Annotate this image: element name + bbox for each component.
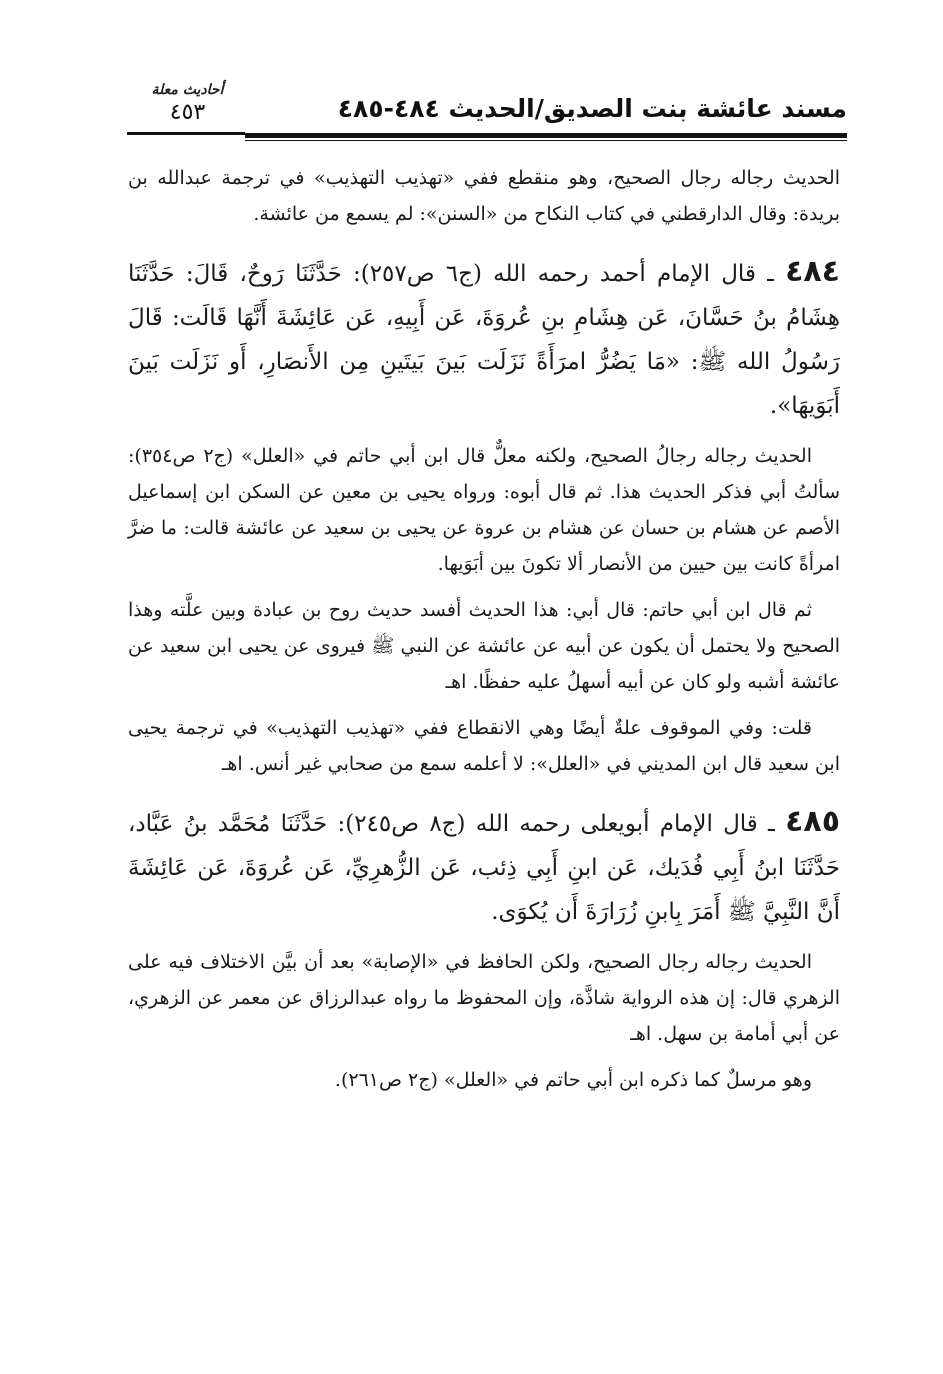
page-number: ٤٥٣ bbox=[169, 100, 206, 125]
text-line: عبدالله بن بريدة: وقال الدارقطني في كتاب النكاح من «السنن»: لم يسمع من عائشة. bbox=[128, 167, 840, 225]
text-line: عَائِشَةَ أَنَّ النَّبِيَّ ﷺ أَمَرَ بِابنِ زُرَارَةَ أَن يُكوَى. bbox=[128, 855, 840, 925]
handwritten-note: أحاديث معلة bbox=[151, 82, 224, 98]
hadith-paragraph bbox=[128, 250, 840, 428]
text-line: عَبَّاد، حَدَّثَنَا ابنُ أَبِي فُدَيك، عَن ابنِ أَبِي ذِئب، عَن الزُّهرِيِّ، عَن عُروَةَ، عَن bbox=[128, 811, 840, 881]
text-line: عن الزهري، عن أبي أمامة بن سهل. اهـ bbox=[128, 987, 840, 1045]
text-line: ابن سعيد قال ابن المديني في «العلل»: لا أعلمه سمع من صحابي غير أنس. اهـ bbox=[221, 753, 840, 775]
text-line: ـ قال الإمام أحمد رحمه الله (ج٦ ص٢٥٧): حَدَّثَنَا رَوحٌ، قَالَ: bbox=[185, 261, 774, 287]
text-line: ابن سعيد عن عائشة أشبه ولو كان عن أبيه أسهلُ عليه حفظًا. اهـ bbox=[128, 635, 840, 693]
text-line: الحديث رجاله رجال الصحيح، وهو منقطع ففي «تهذيب التهذيب» في ترجمة bbox=[221, 167, 840, 189]
text-line: حَدَّثَنَا هِشَامُ بنُ حَسَّانَ، عَن هِشَامِ بنِ عُروَةَ، عَن أَبِيهِ، عَن عَائِشَةَ أَنَّهَا قَالَت: bbox=[128, 261, 840, 331]
commentary-paragraph bbox=[128, 944, 840, 1052]
commentary-paragraph bbox=[128, 710, 840, 782]
header-rule bbox=[245, 133, 847, 141]
text-line: ص٣٥٤): سألتُ أبي فذكر الحديث هذا. ثم قال أبوه: ورواه يحيى بن معين عن السكن bbox=[128, 445, 840, 503]
commentary-paragraph bbox=[128, 160, 840, 232]
text-line: ثم قال ابن أبي حاتم: قال أبي: هذا الحديث أفسد حديث روح بن عبادة وبين علَّته bbox=[169, 599, 812, 621]
page-header bbox=[125, 82, 847, 148]
text-line: قلت: وفي الموقوف علةٌ أيضًا وهي الانقطاع ففي «تهذيب التهذيب» في ترجمة يحيى bbox=[128, 717, 812, 739]
page-body bbox=[128, 160, 840, 1098]
text-line: ـ قال الإمام أبويعلى رحمه الله (ج٨ ص٢٤٥): حَدَّثَنَا مُحَمَّد بنُ bbox=[183, 811, 775, 837]
hadith-number: ٤٨٥ bbox=[785, 804, 841, 839]
commentary-paragraph bbox=[128, 438, 840, 582]
text-line: بَينَ أَبَوَيهَا». bbox=[128, 349, 840, 419]
running-title: مسند عائشة بنت الصديق/الحديث ٤٨٤-٤٨٥ bbox=[337, 94, 847, 123]
hadith-number: ٤٨٤ bbox=[785, 254, 840, 289]
commentary-paragraph bbox=[128, 1062, 840, 1098]
text-line: الحديث رجاله رجالُ الصحيح، ولكنه معلٌّ قال ابن أبي حاتم في «العلل» (ج٢ bbox=[203, 445, 812, 467]
text-line: وهذا الصحيح ولا يحتمل أن يكون عن أبيه عن عائشة عن النبي ﷺ فيروى عن يحيى bbox=[128, 599, 841, 657]
text-line: عائشة قالت: ما ضرَّ امرأةً كانت بين حيين من الأنصار ألا تكونَ بين أبَوَيها. bbox=[128, 517, 840, 575]
hadith-paragraph bbox=[128, 800, 840, 934]
text-line: ابن إسماعيل الأصم عن هشام بن حسان عن هشام بن عروة عن يحيى بن سعيد عن bbox=[128, 481, 840, 539]
text-line: قَالَ رَسُولُ الله ﷺ: «مَا يَضُرُّ امرَأَةً نَزَلَت بَينَ بَيتَينِ مِن الأَنصَارِ، أَو نَزَلَت bbox=[128, 305, 840, 375]
commentary-paragraph bbox=[128, 592, 840, 700]
text-line: الحديث رجاله رجال الصحيح، ولكن الحافظ في «الإصابة» بعد أن بيَّن الاختلاف bbox=[200, 951, 812, 973]
page-number-rule bbox=[127, 132, 245, 135]
text-line: فيه على الزهري قال: إن هذه الرواية شاذَّة، وإن المحفوظ ما رواه عبدالرزاق عن معمر bbox=[128, 951, 840, 1009]
text-line: وهو مرسلٌ كما ذكره ابن أبي حاتم في «العلل» (ج٢ ص٢٦١). bbox=[334, 1069, 812, 1091]
